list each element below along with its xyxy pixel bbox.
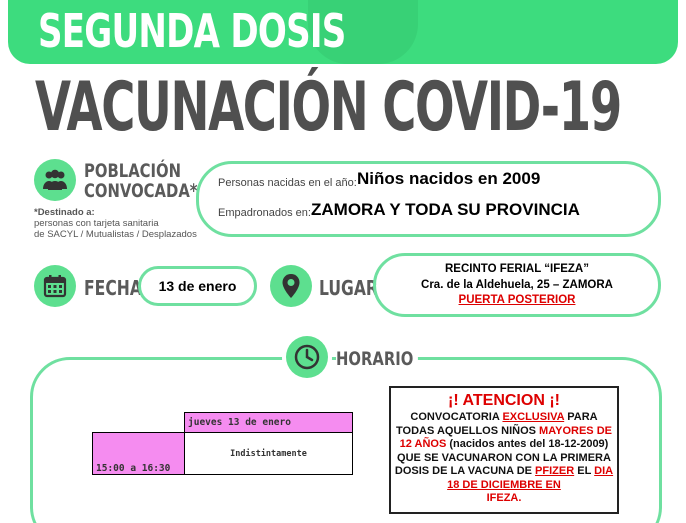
note-line1: personas con tarjeta sanitaria [34, 218, 159, 229]
destination-note [34, 207, 197, 240]
venue-name: RECINTO FERIAL “IFEZA” [445, 263, 589, 275]
fecha-value: 13 de enero [138, 266, 257, 306]
poblacion-heading-line1: POBLACIÓN [84, 160, 182, 182]
table-row [93, 413, 353, 433]
attention-age: MAYORES DE 12 AÑOS [399, 424, 612, 450]
attention-vaccine: PFIZER [535, 465, 575, 477]
location-pin-icon [270, 265, 312, 307]
attention-body [391, 411, 617, 506]
schedule-day: jueves 13 de enero [185, 413, 353, 433]
venue-address: Cra. de la Aldehuela, 25 – ZAMORA [421, 279, 613, 291]
attention-venue: IFEZA. [486, 492, 522, 504]
clock-icon [286, 336, 328, 378]
banner-subtitle: SEGUNDA DOSIS [38, 4, 346, 58]
attention-notice [389, 386, 619, 514]
schedule-mode: Indistintamente [185, 433, 353, 475]
attention-text: PARA TODAS AQUELLOS NIÑOS [396, 411, 598, 437]
schedule-time: 15:00 a 16:30 [93, 433, 185, 475]
attention-exclusive: EXCLUSIVA [502, 411, 565, 423]
people-icon [34, 159, 76, 201]
table-cell-empty [93, 413, 185, 433]
note-line2: de SACYL / Mutualistas / Desplazados [34, 229, 197, 240]
venue-entrance: PUERTA POSTERIOR [458, 294, 576, 306]
attention-text: CONVOCATORIA [410, 411, 503, 423]
attention-text: EL [574, 465, 595, 477]
note-title: *Destinado a: [34, 207, 95, 218]
page-title: VACUNACIÓN COVID-19 [35, 68, 621, 147]
schedule-table [92, 412, 353, 475]
calendar-icon [34, 265, 76, 307]
fecha-heading: FECHA [84, 276, 142, 300]
poblacion-heading-line2: CONVOCADA* [84, 180, 198, 202]
lugar-heading: LUGAR [319, 276, 378, 300]
born-value: Niños nacidos en 2009 [357, 169, 541, 188]
born-label: Personas nacidas en el año: [218, 177, 357, 189]
registered-label: Empadronados en: [218, 207, 311, 219]
horario-heading: HORARIO [336, 348, 418, 370]
attention-title: ¡! ATENCION ¡! [448, 392, 560, 409]
attention-text: (nacidos antes del 18-12-2009) QUE SE VACUNARON CON LA PRIMERA DOSIS DE LA VACUNA DE [394, 438, 611, 477]
attention-date: DIA 18 DE DICIEMBRE EN [447, 465, 614, 491]
poblacion-heading [84, 161, 198, 201]
registered-value: ZAMORA Y TODA SU PROVINCIA [311, 200, 580, 219]
table-row [93, 433, 353, 475]
